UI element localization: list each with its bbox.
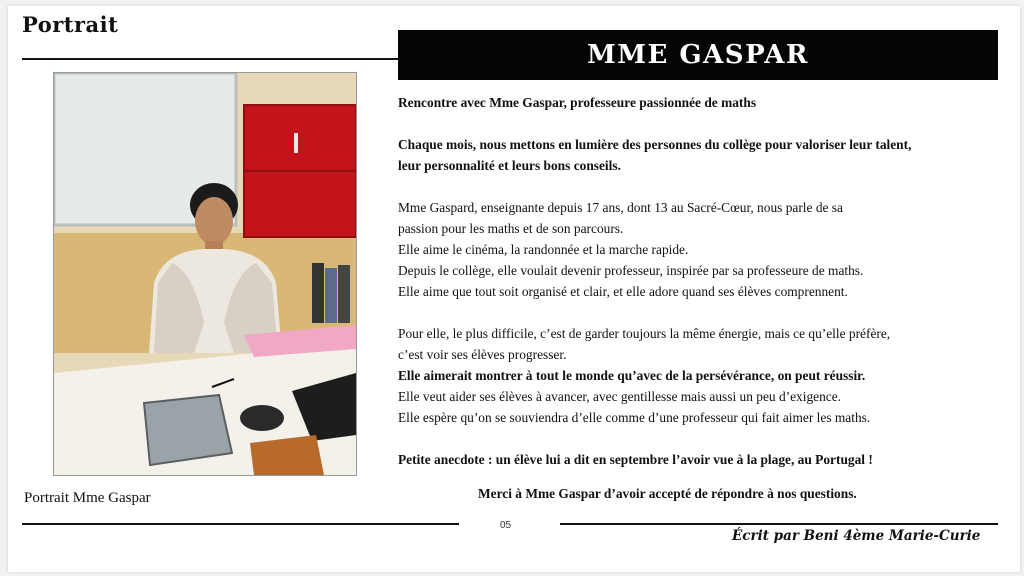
bottom-right-divider — [560, 523, 998, 525]
section-title: Portrait — [22, 12, 119, 37]
portrait-photo — [53, 72, 357, 476]
article-body — [398, 92, 998, 470]
paragraph-1-line-3: Elle aime le cinéma, la randonnée et la marche rapide. — [398, 242, 689, 257]
lead-line-2: leur personnalité et leurs bons conseils. — [398, 158, 621, 173]
paragraph-2-line-2: c’est voir ses élèves progresser. — [398, 347, 567, 362]
photo-caption: Portrait Mme Gaspar — [24, 490, 151, 506]
paragraph-1-line-1: Mme Gaspard, enseignante depuis 17 ans, dont 13 au Sacré-Cœur, nous parle de sa — [398, 200, 843, 215]
paragraph-1-line-5: Elle aime que tout soit organisé et clair, et elle adore quand ses élèves comprennent. — [398, 284, 848, 299]
author-credit: Écrit par Beni 4ème Marie-Curie — [732, 528, 981, 544]
portrait-illustration — [54, 73, 356, 475]
title-banner — [398, 30, 998, 80]
anecdote: Petite anecdote : un élève lui a dit en septembre l’avoir vue à la plage, au Portugal ! — [398, 452, 873, 467]
article-title: MME GASPAR — [586, 40, 810, 70]
paragraph-1-line-2: passion pour les maths et de son parcours. — [398, 221, 624, 236]
paragraph-2-line-5: Elle espère qu’on se souviendra d’elle comme d’une professeur qui fait aimer les maths. — [398, 410, 871, 425]
thanks-line: Merci à Mme Gaspar d’avoir accepté de répondre à nos questions. — [478, 486, 857, 501]
page-number: 05 — [500, 520, 512, 531]
article-intro: Rencontre avec Mme Gaspar, professeure passionnée de maths — [398, 95, 757, 110]
paragraph-2-line-3: Elle aimerait montrer à tout le monde qu’avec de la persévérance, on peut réussir. — [398, 368, 866, 383]
paragraph-1-line-4: Depuis le collège, elle voulait devenir professeur, inspirée par sa professeure de maths. — [398, 263, 864, 278]
lead-line-1: Chaque mois, nous mettons en lumière des personnes du collège pour valoriser leur talent, — [398, 137, 912, 152]
top-left-divider — [22, 58, 400, 60]
paragraph-2-line-4: Elle veut aider ses élèves à avancer, avec gentillesse mais aussi un peu d’exigence. — [398, 389, 842, 404]
paragraph-2-line-1: Pour elle, le plus difficile, c’est de garder toujours la même énergie, mais ce qu’elle préfère, — [398, 326, 891, 341]
bottom-left-divider — [22, 523, 459, 525]
